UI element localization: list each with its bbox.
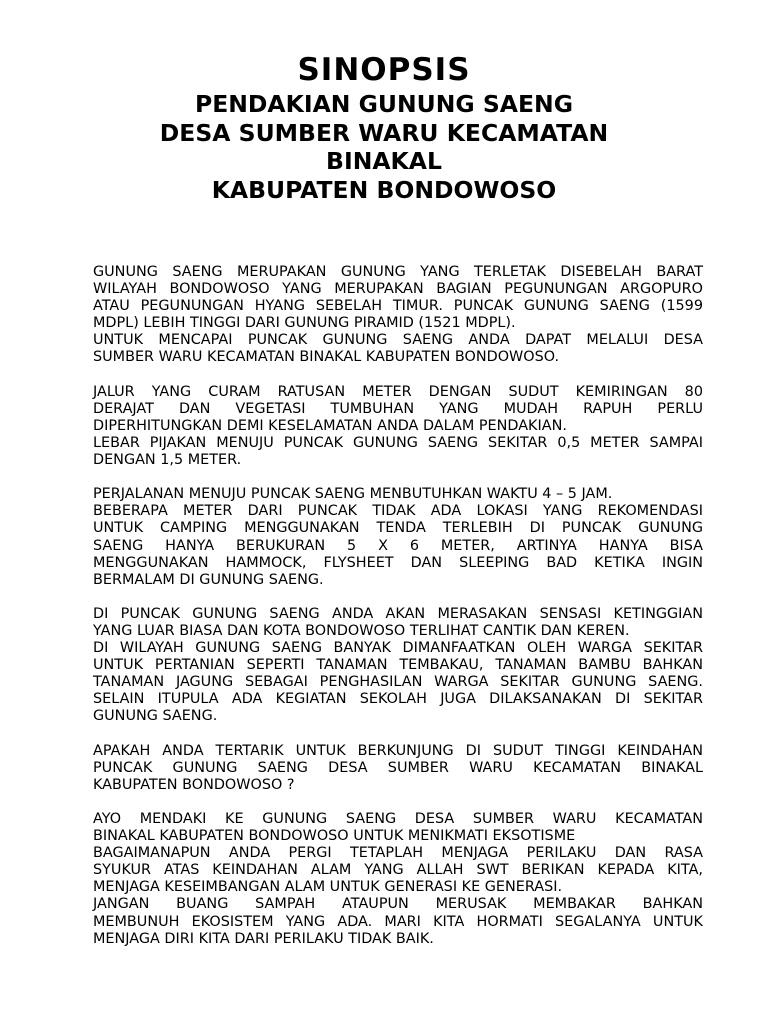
text-line: WILAYAH BONDOWOSO YANG MERUPAKAN BAGIAN PEGUNUNGAN ARGOPURO: [93, 281, 703, 298]
text-line: BAGAIMANAPUN ANDA PERGI TETAPLAH MENJAGA PERILAKU DAN RASA: [93, 845, 703, 862]
text-line: UNTUK PERTANIAN SEPERTI TANAMAN TEMBAKAU, TANAMAN BAMBU BAHKAN: [93, 657, 703, 674]
paragraph-1: [93, 264, 703, 367]
paragraph-4: [93, 606, 703, 726]
text-line: DI WILAYAH GUNUNG SAENG BANYAK DIMANFAATKAN OLEH WARGA SEKITAR: [93, 640, 703, 657]
title-block: [0, 50, 768, 204]
paragraph-2: [93, 384, 703, 469]
text-line: UNTUK MENCAPAI PUNCAK GUNUNG SAENG ANDA DAPAT MELALUI DESA: [93, 332, 703, 349]
text-line: MEMBUNUH EKOSISTEM YANG ADA. MARI KITA HORMATI SEGALANYA UNTUK: [93, 913, 703, 930]
text-line: TANAMAN JAGUNG SEBAGAI PENGHASILAN WARGA SEKITAR GUNUNG SAENG.: [93, 674, 703, 691]
text-line: PERJALANAN MENUJU PUNCAK SAENG MENBUTUHKAN WAKTU 4 – 5 JAM.: [93, 486, 613, 503]
text-line: APAKAH ANDA TERTARIK UNTUK BERKUNJUNG DI SUDUT TINGGI KEINDAHAN: [93, 742, 703, 759]
document-title: SINOPSIS: [297, 52, 471, 88]
text-line: BERMALAM DI GUNUNG SAENG.: [93, 571, 324, 588]
text-line: DENGAN 1,5 METER.: [93, 452, 242, 469]
text-line: DIPERHITUNGKAN DEMI KESELAMATAN ANDA DALAM PENDAKIAN.: [93, 417, 567, 434]
text-line: GUNUNG SAENG MERUPAKAN GUNUNG YANG TERLETAK DISEBELAH BARAT: [93, 264, 703, 280]
text-line: SAENG HANYA BERUKURAN 5 X 6 METER, ARTINYA HANYA BISA: [93, 537, 703, 554]
subtitle-line-4: KABUPATEN BONDOWOSO: [211, 175, 557, 204]
text-line: SELAIN ITUPULA ADA KEGIATAN SEKOLAH JUGA DILAKSANAKAN DI SEKITAR: [93, 691, 703, 708]
subtitle-line-2: DESA SUMBER WARU KECAMATAN: [159, 118, 609, 147]
text-line: SYUKUR ATAS KEINDAHAN ALAM YANG ALLAH SWT BERIKAN KEPADA KITA,: [93, 862, 703, 879]
text-line: MENJAGA DIRI KITA DARI PERILAKU TIDAK BAIK.: [93, 930, 434, 947]
paragraph-6: [93, 811, 703, 948]
text-line: BEBERAPA METER DARI PUNCAK TIDAK ADA LOKASI YANG REKOMENDASI: [93, 503, 703, 520]
text-line: YANG LUAR BIASA DAN KOTA BONDOWOSO TERLIHAT CANTIK DAN KEREN.: [93, 622, 630, 639]
text-line: LEBAR PIJAKAN MENUJU PUNCAK GUNUNG SAENG SEKITAR 0,5 METER SAMPAI: [93, 434, 703, 451]
text-line: SUMBER WARU KECAMATAN BINAKAL KABUPATEN BONDOWOSO.: [93, 349, 560, 366]
text-line: AYO MENDAKI KE GUNUNG SAENG DESA SUMBER WARU KECAMATAN: [93, 811, 703, 827]
text-line: GUNUNG SAENG.: [93, 708, 218, 725]
paragraph-5: [93, 743, 703, 794]
text-line: JALUR YANG CURAM RATUSAN METER DENGAN SUDUT KEMIRINGAN 80: [93, 383, 703, 400]
text-line: DERAJAT DAN VEGETASI TUMBUHAN YANG MUDAH RAPUH PERLU: [93, 400, 703, 417]
subtitle-line-3: BINAKAL: [326, 147, 442, 175]
subtitle-line-1: PENDAKIAN GUNUNG SAENG: [194, 90, 573, 118]
text-line: KABUPATEN BONDOWOSO ?: [93, 776, 295, 793]
text-line: JANGAN BUANG SAMPAH ATAUPUN MERUSAK MEMBAKAR BAHKAN: [93, 896, 703, 913]
paragraph-3: [93, 486, 703, 589]
text-line: MENJAGA KESEIMBANGAN ALAM UNTUK GENERASI KE GENERASI.: [93, 879, 563, 896]
text-line: MDPL) LEBIH TINGGI DARI GUNUNG PIRAMID (1521 MDPL).: [93, 315, 516, 332]
text-line: MENGGUNAKAN HAMMOCK, FLYSHEET DAN SLEEPING BAD KETIKA INGIN: [93, 554, 703, 571]
text-line: ATAU PEGUNUNGAN HYANG SEBELAH TIMUR. PUNCAK GUNUNG SAENG (1599: [93, 298, 703, 315]
text-line: PUNCAK GUNUNG SAENG DESA SUMBER WARU KECAMATAN BINAKAL: [93, 759, 703, 776]
document-body: [93, 264, 703, 965]
text-line: DI PUNCAK GUNUNG SAENG ANDA AKAN MERASAKAN SENSASI KETINGGIAN: [93, 605, 703, 622]
text-line: UNTUK CAMPING MENGGUNAKAN TENDA TERLEBIH DI PUNCAK GUNUNG: [93, 520, 703, 537]
text-line: BINAKAL KABUPATEN BONDOWOSO UNTUK MENIKMATI EKSOTISME: [93, 828, 576, 845]
